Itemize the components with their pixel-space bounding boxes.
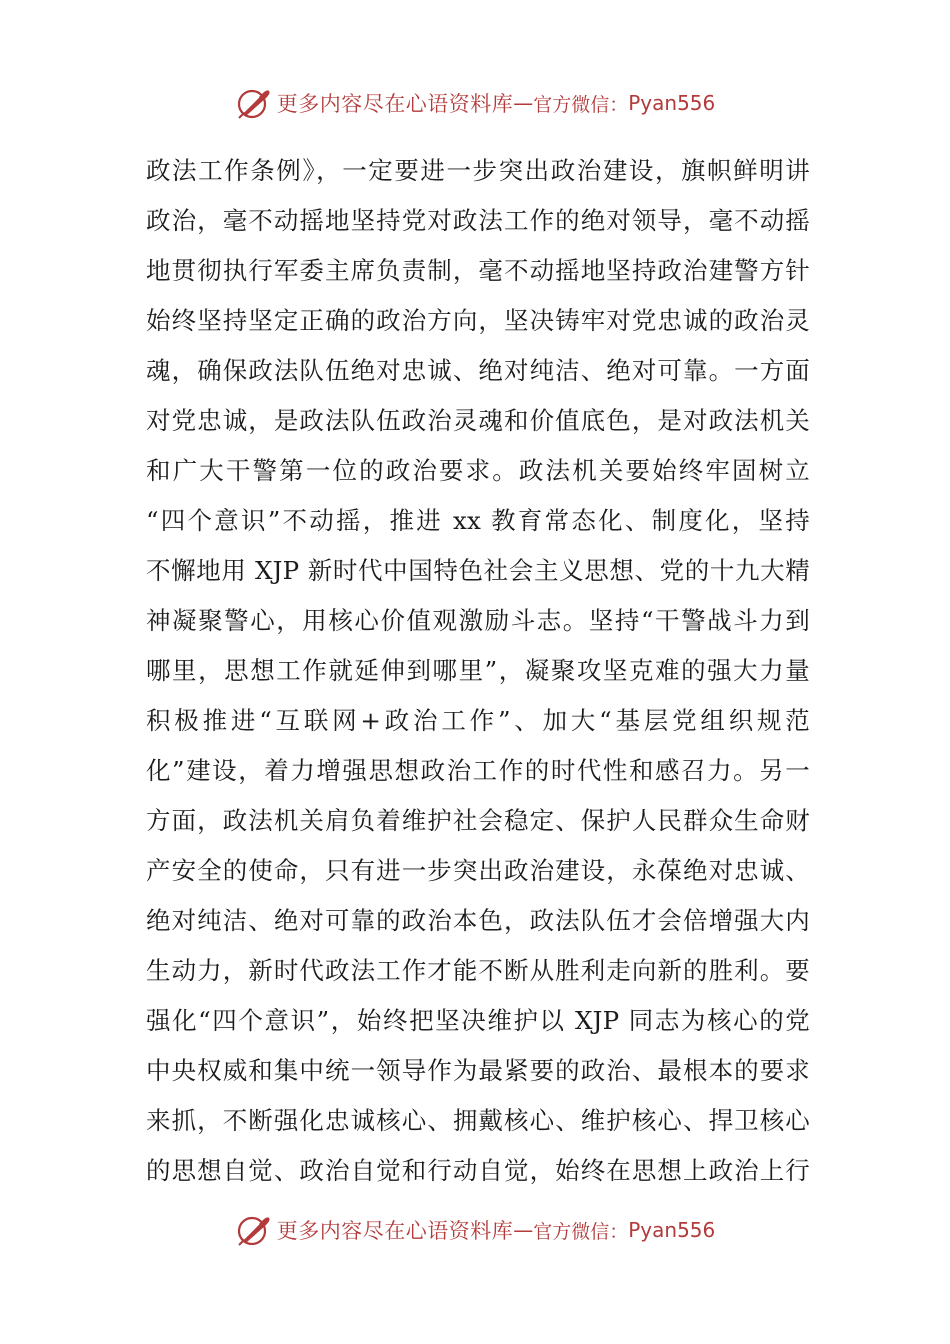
- body-line: 绝对纯洁、绝对可靠的政治本色，政法队伍才会倍增强大内: [146, 906, 810, 935]
- banner-separator: —: [513, 91, 534, 115]
- body-line: 哪里，思想工作就延伸到哪里”，凝聚攻坚克难的强大力量: [146, 656, 810, 685]
- footer-banner: [0, 1208, 950, 1252]
- body-line: 和广大干警第一位的政治要求。政法机关要始终牢固树立: [146, 456, 810, 485]
- banner-contact-id: Pyan556: [628, 1218, 716, 1242]
- body-line: 始终坚持坚定正确的政治方向，坚决铸牢对党忠诚的政治灵: [146, 306, 810, 335]
- body-line: 化”建设，着力增强思想政治工作的时代性和感召力。另一: [146, 756, 810, 785]
- body-line: 政法工作条例》，一定要进一步突出政治建设，旗帜鲜明讲: [146, 156, 810, 185]
- banner-separator: —: [513, 1218, 534, 1242]
- banner-contact-id: Pyan556: [628, 91, 716, 115]
- document-body: [146, 146, 810, 1196]
- banner-contact-label: 官方微信：: [533, 93, 629, 116]
- body-line: 对党忠诚，是政法队伍政治灵魂和价值底色，是对政法机关: [146, 406, 810, 435]
- body-line: 中央权威和集中统一领导作为最紧要的政治、最根本的要求: [146, 1056, 810, 1085]
- banner-brand-text: 更多内容尽在心语资料库: [276, 1219, 514, 1243]
- header-banner: [0, 81, 950, 125]
- body-line: 不懈地用 XJP 新时代中国特色社会主义思想、党的十九大精: [146, 556, 810, 585]
- body-line: 魂，确保政法队伍绝对忠诚、绝对纯洁、绝对可靠。一方面: [146, 356, 810, 385]
- banner-contact-label: 官方微信：: [533, 1220, 629, 1243]
- body-line: 生动力，新时代政法工作才能不断从胜利走向新的胜利。要: [146, 956, 810, 985]
- body-line: 来抓，不断强化忠诚核心、拥戴核心、维护核心、捍卫核心: [146, 1106, 810, 1135]
- body-line: 地贯彻执行军委主席负责制，毫不动摇地坚持政治建警方针: [146, 256, 810, 285]
- body-line: 积极推进“互联网+政治工作”、加大“基层党组织规范: [146, 706, 810, 735]
- body-line: 神凝聚警心，用核心价值观激励斗志。坚持“干警战斗力到: [146, 606, 810, 635]
- body-line: 方面，政法机关肩负着维护社会稳定、保护人民群众生命财: [146, 806, 810, 835]
- body-line: “四个意识”不动摇，推进 xx 教育常态化、制度化，坚持: [146, 506, 810, 535]
- body-line: 产安全的使命，只有进一步突出政治建设，永葆绝对忠诚、: [146, 856, 810, 885]
- quill-pen-logo-icon: [235, 1212, 271, 1248]
- body-line: 强化“四个意识”，始终把坚决维护以 XJP 同志为核心的党: [146, 1006, 810, 1035]
- body-line: 的思想自觉、政治自觉和行动自觉，始终在思想上政治上行: [146, 1156, 810, 1185]
- body-line: 政治，毫不动摇地坚持党对政法工作的绝对领导，毫不动摇: [146, 206, 810, 235]
- banner-brand-text: 更多内容尽在心语资料库: [276, 92, 514, 116]
- quill-pen-logo-icon: [235, 85, 271, 121]
